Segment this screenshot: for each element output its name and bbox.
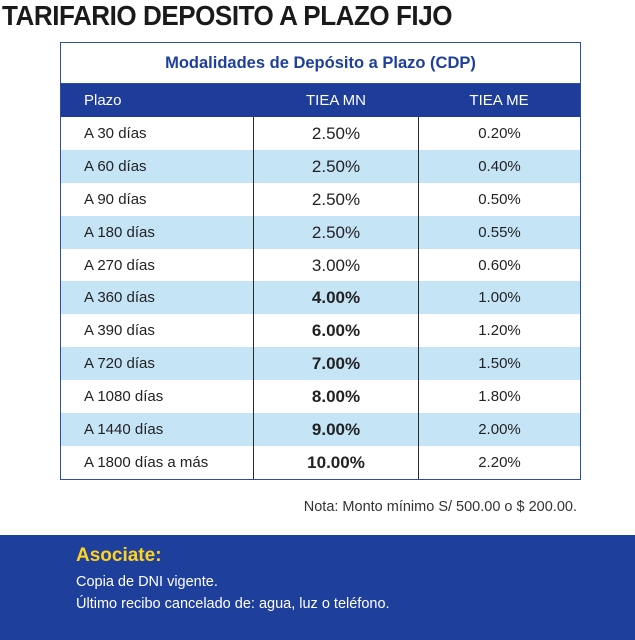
header-tiea-me: TIEA ME	[469, 92, 529, 109]
plazo-cell: A 1080 días	[61, 380, 254, 413]
tiea-me-cell: 2.00%	[478, 421, 521, 439]
page-title: TARIFARIO DEPOSITO A PLAZO FIJO	[2, 0, 453, 31]
tiea-me-cell: 2.20%	[478, 453, 521, 471]
table-row	[61, 347, 580, 380]
tiea-mn-cell: 6.00%	[254, 314, 419, 347]
table-row	[61, 413, 580, 446]
plazo-cell: A 60 días	[61, 150, 254, 183]
table-row	[61, 281, 580, 314]
table-row	[61, 380, 580, 413]
requirement-dni: Copia de DNI vigente.	[76, 574, 218, 590]
plazo-cell: A 390 días	[61, 314, 254, 347]
table-row	[61, 216, 580, 249]
tiea-me-cell: 1.20%	[478, 322, 521, 340]
tiea-me-cell: 0.60%	[478, 256, 521, 274]
requirements-footer	[0, 535, 635, 640]
plazo-cell: A 720 días	[61, 347, 254, 380]
tiea-me-cell: 1.80%	[478, 388, 521, 406]
plazo-cell: A 270 días	[61, 249, 254, 282]
table-header-row	[61, 84, 580, 117]
table-row	[61, 249, 580, 282]
tiea-me-cell: 0.55%	[478, 223, 521, 241]
plazo-cell: A 90 días	[61, 183, 254, 216]
table-row	[61, 150, 580, 183]
footer-title: Asociate:	[76, 545, 162, 566]
plazo-cell: A 1440 días	[61, 413, 254, 446]
tiea-me-cell: 1.00%	[478, 289, 521, 307]
plazo-cell: A 360 días	[61, 281, 254, 314]
note-text: Nota: Monto mínimo S/ 500.00 o $ 200.00.	[303, 499, 577, 515]
plazo-cell: A 30 días	[61, 117, 254, 150]
tiea-mn-cell: 7.00%	[254, 347, 419, 380]
tiea-me-cell: 0.40%	[478, 157, 521, 175]
header-plazo: Plazo	[84, 92, 122, 109]
tiea-mn-cell: 3.00%	[254, 249, 419, 282]
table-row	[61, 314, 580, 347]
tiea-mn-cell: 8.00%	[254, 380, 419, 413]
rates-table	[60, 42, 581, 480]
plazo-cell: A 180 días	[61, 216, 254, 249]
header-tiea-mn: TIEA MN	[305, 92, 366, 109]
tiea-me-cell: 0.20%	[478, 125, 521, 142]
table-row	[61, 183, 580, 216]
table-subtitle: Modalidades de Depósito a Plazo (CDP)	[61, 43, 580, 84]
tiea-mn-cell: 2.50%	[254, 150, 419, 183]
tiea-mn-cell: 9.00%	[254, 413, 419, 446]
table-row	[61, 117, 580, 150]
requirement-recibo: Último recibo cancelado de: agua, luz o teléfono.	[76, 596, 390, 612]
tiea-me-cell: 0.50%	[478, 190, 521, 208]
tiea-mn-cell: 10.00%	[254, 446, 419, 479]
plazo-cell: A 1800 días a más	[61, 446, 254, 479]
tiea-mn-cell: 2.50%	[254, 183, 419, 216]
table-row	[61, 446, 580, 479]
tiea-me-cell: 1.50%	[478, 355, 521, 373]
tiea-mn-cell: 2.50%	[254, 117, 419, 150]
tiea-mn-cell: 4.00%	[254, 281, 419, 314]
table-body	[61, 117, 580, 479]
tiea-mn-cell: 2.50%	[254, 216, 419, 249]
